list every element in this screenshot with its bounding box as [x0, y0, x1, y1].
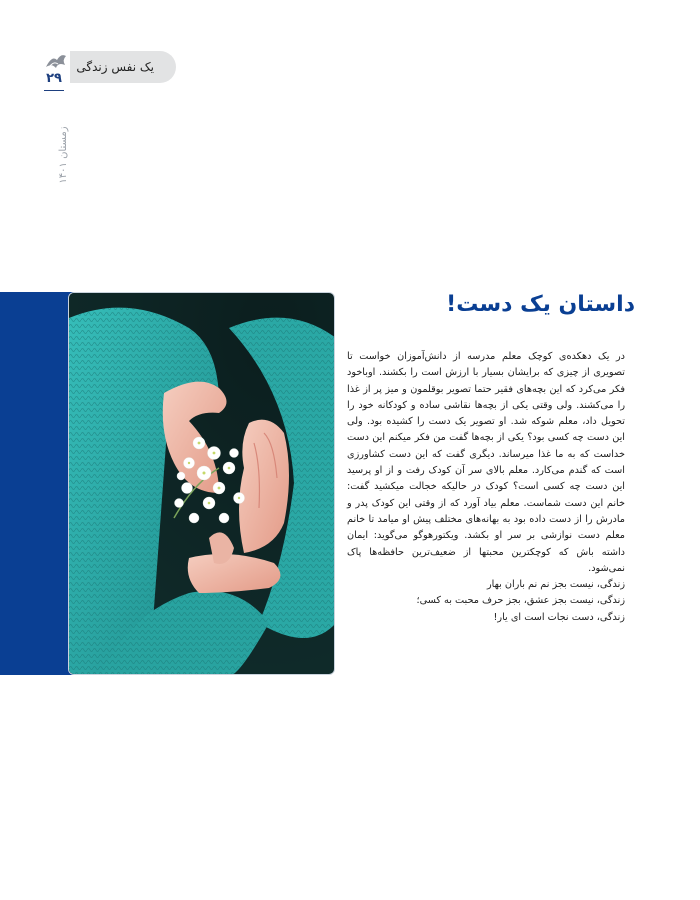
article-paragraph: در یک دهکده‌ی کوچک معلم مدرسه از دانش‌آموزان خواست تا تصویری از چیزی که برایشان بسیار با ارزش است را بکشند. اوباخود فکر می‌کرد که این بچه‌های فقیر حتما تصویر بوقلمون و میز پر از غذا را می‌کشند. ولی وقتی یکی از بچه‌ها نقاشی ساده و کودکانه خود را تحویل داد، معلم شوکه شد. او تصویر یک دست را کشیده بود. ولی این دست چه کسی بود؟ یکی از بچه‌ها گفت من فکر میکنم این دست خداست که به ما غذا میرساند. دیگری گفت که این دست کشاورزی است که گندم می‌کارد. معلم بالای سر آن کودک رفت و از او پرسید این دست چه کسی است؟ کودک در حالیکه خجالت میکشید گفت: خانم این دست شماست. معلم بیاد آورد که از وقتی این کودک پدر و مادرش را از دست داده بود به بهانه‌های مختلف پیش او میامد تا خانم معلم دست نوازشی بر سر او بکشد. ویکتورهوگو می‌گوید: ایمان داشته باش که کوچکترین محبتها از ضعیف‌ترین حافظه‌ها پاک نمی‌شود.: [347, 351, 625, 574]
hands-flowers-photo: [68, 292, 335, 675]
magazine-logo-icon: [44, 51, 68, 71]
section-tab: [70, 51, 176, 83]
section-label: یک نفس زندگی: [76, 60, 154, 74]
poem-line: زندگی، نیست بجز نم نم باران بهار: [486, 579, 625, 591]
page-number: ۲۹: [46, 71, 62, 86]
poem-line: زندگی، نیست بجز عشق، بجز حرف محبت به کسی؛: [416, 595, 625, 607]
issue-label: زمستان ۱۴۰۱: [58, 126, 69, 184]
poem-line: زندگی، دست نجات است ای یار!: [493, 611, 625, 623]
page-number-rule: [44, 90, 64, 91]
blue-side-band: [0, 292, 75, 675]
article-title: داستان یک دست!: [446, 292, 635, 317]
article-body: [347, 349, 625, 626]
